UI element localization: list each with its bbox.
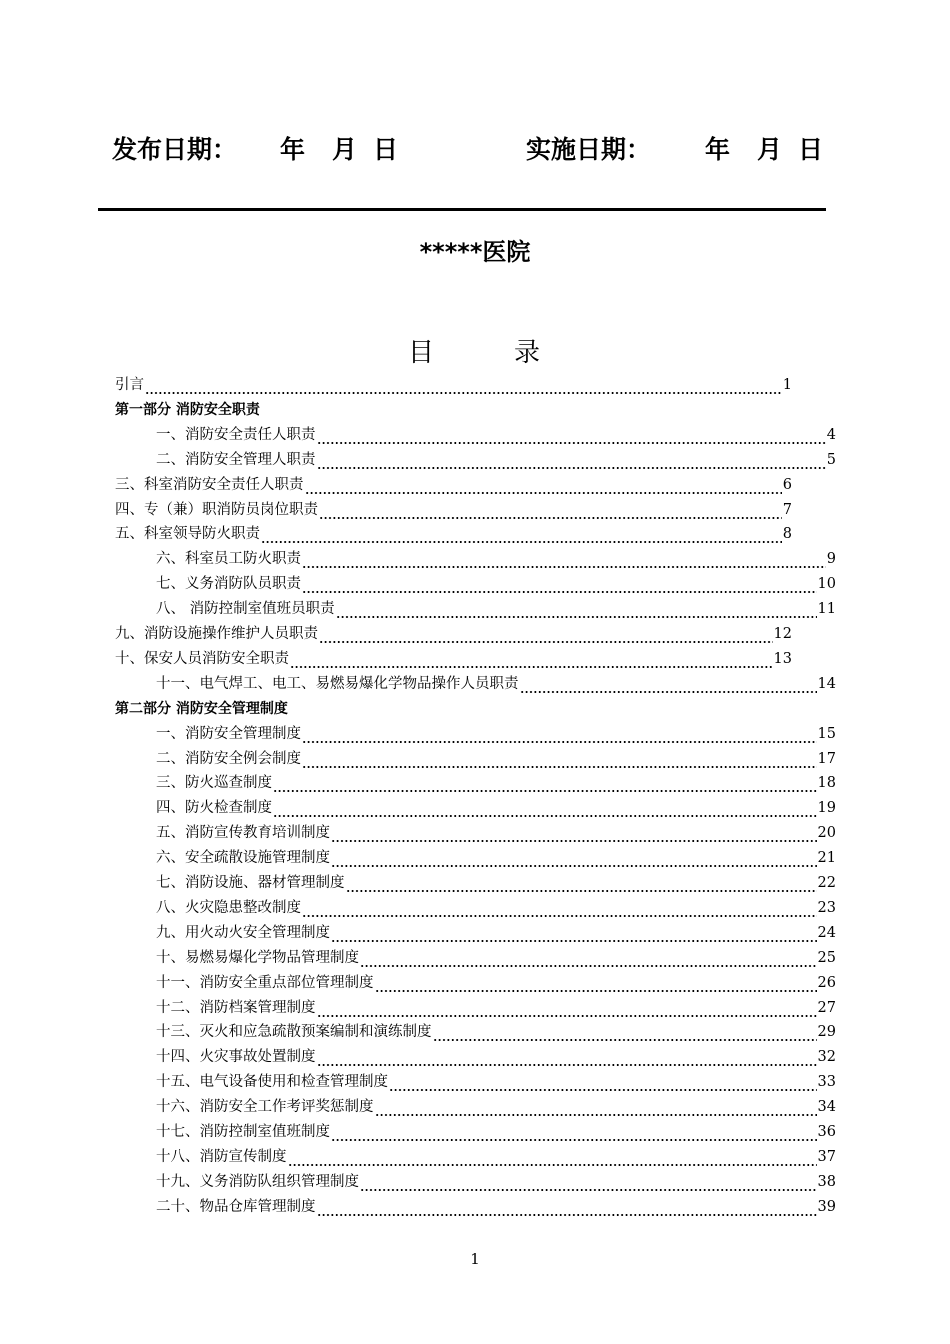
toc-entry-page: 38 [817, 1173, 836, 1190]
toc-entry[interactable] [156, 597, 836, 621]
toc-entry-label: 六、安全疏散设施管理制度 [156, 850, 330, 867]
toc-leader-dots [433, 1020, 817, 1044]
toc-entry-page: 8 [782, 526, 792, 543]
toc-leader-dots [360, 946, 817, 970]
toc-entry-page: 36 [817, 1124, 836, 1140]
toc-entry-label: 四、防火检查制度 [156, 800, 272, 817]
toc-entry-page: 1 [782, 377, 792, 393]
toc-leader-dots [261, 522, 782, 546]
toc-entry[interactable] [156, 846, 836, 870]
toc-entry-label: 八、火灾隐患整改制度 [156, 899, 301, 916]
toc-leader-dots [317, 448, 826, 472]
toc-leader-dots [319, 498, 782, 522]
toc-leader-dots [331, 846, 817, 870]
toc-leader-dots [302, 572, 817, 596]
organization-name: *****医院 [419, 238, 531, 266]
toc-entry[interactable] [156, 946, 836, 970]
toc-entry-page: 20 [817, 825, 836, 842]
toc-entry-page: 12 [773, 626, 792, 642]
toc-entry-label: 三、科室消防安全责任人职责 [115, 476, 304, 493]
toc-entry[interactable] [156, 722, 836, 746]
toc-leader-dots [145, 373, 782, 397]
toc-entry-label: 十四、火灾事故处置制度 [156, 1049, 316, 1066]
toc-entry[interactable] [156, 672, 836, 696]
toc-title-left: 目 [407, 338, 436, 368]
toc-entry-label: 引言 [115, 377, 144, 393]
toc-entry-label: 四、专（兼）职消防员岗位职责 [115, 501, 318, 518]
effective-month-label: 月 [757, 135, 783, 164]
toc-entry[interactable] [156, 1020, 836, 1044]
toc-entry[interactable] [156, 1170, 836, 1194]
toc-section-heading [115, 697, 792, 721]
toc-entry-label: 第一部分 消防安全职责 [115, 401, 260, 418]
toc-entry[interactable] [156, 1095, 836, 1119]
toc-entry[interactable] [115, 373, 792, 397]
toc-entry[interactable] [115, 522, 792, 546]
effective-date-label: 实施日期： [526, 135, 652, 164]
toc-entry-label: 十、保安人员消防安全职责 [115, 650, 289, 667]
toc-leader-dots [302, 747, 817, 771]
toc-leader-dots [520, 672, 817, 696]
toc-entry[interactable] [156, 1070, 836, 1094]
toc-entry-label: 一、消防安全管理制度 [156, 725, 301, 742]
toc-entry[interactable] [115, 622, 792, 646]
toc-leader-dots [317, 1045, 817, 1069]
toc-entry-page: 21 [817, 850, 836, 867]
toc-entry[interactable] [156, 771, 836, 795]
toc-entry[interactable] [115, 647, 792, 671]
toc-entry-page: 17 [817, 750, 836, 767]
toc-entry-label: 第二部分 消防安全管理制度 [115, 700, 288, 717]
toc-entry-label: 九、消防设施操作维护人员职责 [115, 626, 318, 642]
toc-entry-page: 37 [817, 1148, 836, 1165]
toc-entry-page: 13 [773, 650, 792, 667]
release-year-label: 年 [280, 135, 306, 164]
toc-entry[interactable] [156, 747, 836, 771]
toc-entry-label: 三、防火巡查制度 [156, 775, 272, 792]
toc-entry-label: 二、消防安全例会制度 [156, 750, 301, 767]
toc-entry[interactable] [156, 1145, 836, 1169]
toc-leader-dots [375, 971, 817, 995]
toc-leader-dots [331, 921, 817, 945]
date-header [112, 130, 824, 170]
toc-leader-dots [302, 896, 817, 920]
toc-entry[interactable] [156, 423, 836, 447]
toc-entry-page: 29 [817, 1024, 836, 1041]
toc-entry[interactable] [156, 921, 836, 945]
toc-entry-page: 22 [817, 875, 836, 891]
toc-entry-label: 九、用火动火安全管理制度 [156, 924, 330, 941]
toc-entry-label: 七、义务消防队员职责 [156, 576, 301, 593]
toc-entry-label: 十三、灭火和应急疏散预案编制和演练制度 [156, 1024, 432, 1041]
toc-entry-page: 15 [817, 725, 836, 742]
toc-leader-dots [290, 647, 773, 671]
toc-entry[interactable] [156, 1195, 836, 1219]
release-date-label: 发布日期： [112, 135, 238, 164]
toc-entry-label: 五、科室领导防火职责 [115, 526, 260, 543]
toc-leader-dots [336, 597, 817, 621]
toc-entry-page: 39 [817, 1198, 836, 1215]
toc-entry-page: 14 [817, 675, 836, 692]
toc-entry-page: 27 [817, 999, 836, 1016]
toc-entry[interactable] [156, 996, 836, 1020]
toc-entry-label: 十七、消防控制室值班制度 [156, 1124, 330, 1140]
toc-leader-dots [317, 1195, 817, 1219]
toc-leader-dots [360, 1170, 817, 1194]
toc-leader-dots [331, 1120, 817, 1144]
toc-entry-label: 十二、消防档案管理制度 [156, 999, 316, 1016]
page-number: 1 [470, 1250, 480, 1268]
release-day-label: 日 [373, 135, 399, 164]
toc-entry-page: 32 [817, 1049, 836, 1066]
toc-entry-label: 六、科室员工防火职责 [156, 551, 301, 568]
toc-entry-page: 23 [817, 899, 836, 916]
header-divider [98, 208, 826, 211]
toc-entry-label: 十一、消防安全重点部位管理制度 [156, 974, 374, 991]
effective-year-label: 年 [705, 135, 731, 164]
toc-entry-page: 9 [826, 551, 836, 568]
toc-leader-dots [375, 1095, 817, 1119]
toc-entry[interactable] [156, 1120, 836, 1144]
toc-entry-page: 34 [817, 1099, 836, 1116]
toc-entry-label: 一、消防安全责任人职责 [156, 426, 316, 443]
toc-entry-label: 八、 消防控制室值班员职责 [156, 601, 335, 618]
toc-entry[interactable] [156, 547, 836, 571]
toc-section-heading [115, 398, 792, 422]
toc-leader-dots [317, 423, 826, 447]
toc-entry-page: 25 [817, 949, 836, 966]
toc-entry[interactable] [156, 821, 836, 845]
toc-entry-page: 18 [817, 775, 836, 792]
toc-entry-page: 26 [817, 974, 836, 991]
toc-entry[interactable] [156, 871, 836, 895]
toc-leader-dots [346, 871, 817, 895]
toc-entry-label: 二十、物品仓库管理制度 [156, 1198, 316, 1215]
toc-entry[interactable] [156, 572, 836, 596]
toc-leader-dots [317, 996, 817, 1020]
toc-entry-label: 十、易燃易爆化学物品管理制度 [156, 949, 359, 966]
toc-entry-page: 19 [817, 800, 836, 817]
toc-entry[interactable] [156, 1045, 836, 1069]
toc-leader-dots [302, 722, 817, 746]
toc-entry-page: 7 [782, 501, 792, 518]
toc-entry[interactable] [115, 498, 792, 522]
toc-entry-page: 6 [782, 476, 792, 493]
toc-entry-page: 33 [817, 1074, 836, 1091]
toc-entry-page: 4 [826, 426, 836, 443]
toc-leader-dots [389, 1070, 817, 1094]
toc-entry[interactable] [156, 796, 836, 820]
toc-entry-page: 10 [817, 576, 836, 593]
toc-entry[interactable] [156, 448, 836, 472]
toc-entry-label: 十六、消防安全工作考评奖惩制度 [156, 1099, 374, 1116]
toc-leader-dots [288, 1145, 817, 1169]
effective-day-label: 日 [798, 135, 824, 164]
toc-entry-label: 七、消防设施、器材管理制度 [156, 875, 345, 891]
toc-leader-dots [273, 796, 817, 820]
toc-entry-page: 24 [817, 924, 836, 941]
toc-leader-dots [302, 547, 826, 571]
toc-entry-label: 十八、消防宣传制度 [156, 1148, 287, 1165]
toc-entry-page: 5 [826, 451, 836, 468]
toc-leader-dots [273, 771, 817, 795]
toc-title-right: 录 [514, 338, 543, 368]
toc-leader-dots [331, 821, 817, 845]
release-month-label: 月 [332, 135, 358, 164]
toc-entry[interactable] [156, 896, 836, 920]
toc-entry-page: 11 [817, 601, 836, 618]
toc-title [0, 332, 950, 369]
toc-entry-label: 十一、电气焊工、电工、易燃易爆化学物品操作人员职责 [156, 675, 519, 692]
toc-entry-label: 二、消防安全管理人职责 [156, 451, 316, 468]
toc-entry-label: 五、消防宣传教育培训制度 [156, 825, 330, 842]
toc-entry[interactable] [115, 473, 792, 497]
toc-leader-dots [319, 622, 773, 646]
toc-leader-dots [305, 473, 782, 497]
toc-entry[interactable] [156, 971, 836, 995]
toc-entry-label: 十九、义务消防队组织管理制度 [156, 1173, 359, 1190]
toc-entry-label: 十五、电气设备使用和检查管理制度 [156, 1074, 388, 1091]
